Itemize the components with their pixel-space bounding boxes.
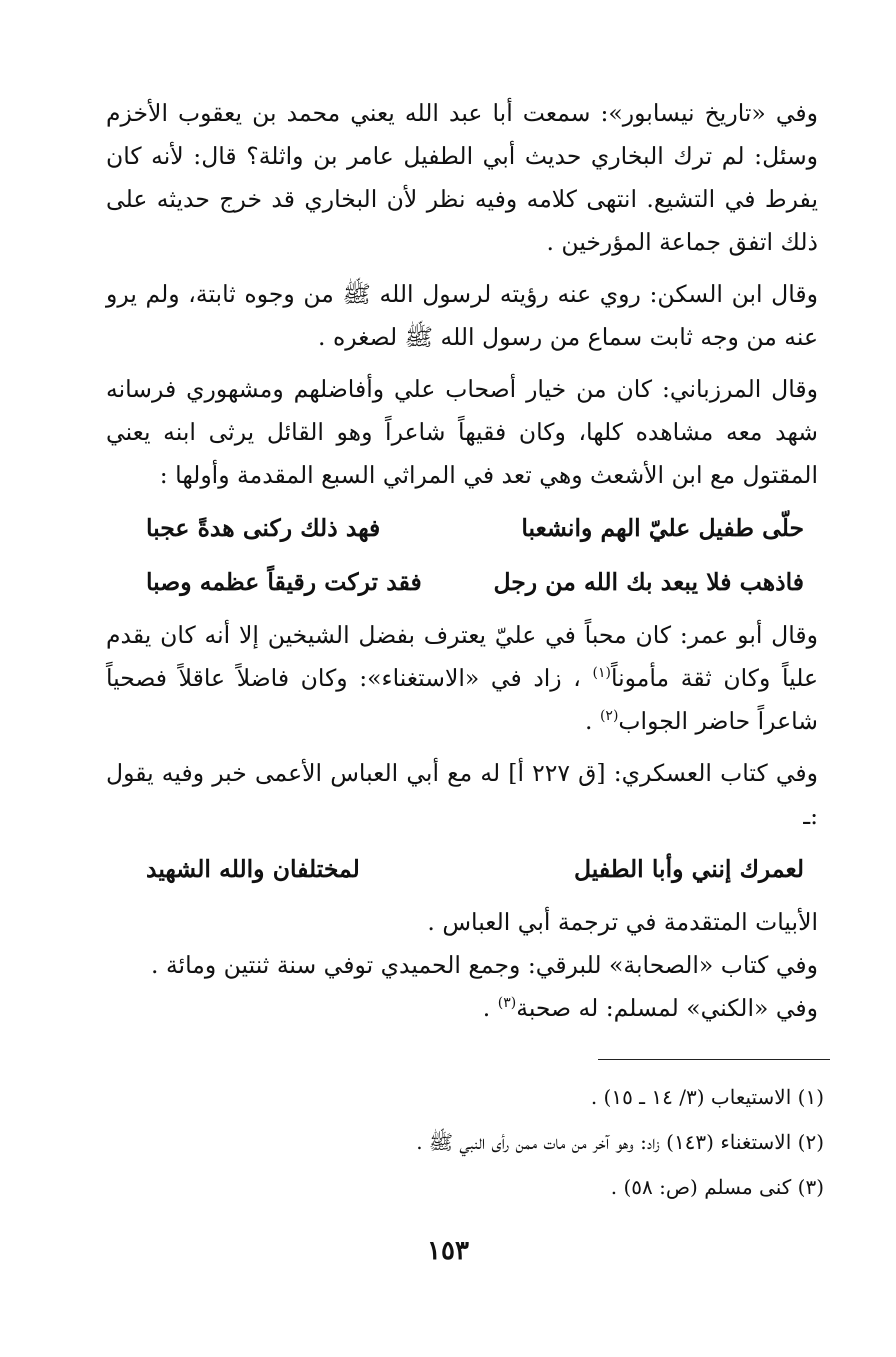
paragraph-after-verse: الأبيات المتقدمة في ترجمة أبي العباس . [427, 908, 818, 936]
footnote-ref: (٣) [497, 995, 517, 1012]
footnotes [104, 1075, 824, 1210]
footnote-1: (١) الاستيعاب (٣/ ١٤ ـ ١٥) . [590, 1085, 824, 1109]
footnote-ref: (٢) [599, 708, 619, 725]
verse-hemistich: فاذهب فلا يبعد بك الله من رجل [493, 568, 804, 596]
verse-hemistich: لعمرك إنني وأبا الطفيل [573, 855, 804, 883]
footnote-divider [598, 1059, 830, 1060]
paragraph-abu-umar [106, 614, 818, 743]
footnote-ref: (١) [592, 665, 611, 682]
abu-umar-text-cont: ، زاد في «الاستغناء»: وكان فاضلاً عاقلاً فصحياً شاعراً حاضر الجواب [106, 664, 818, 735]
paragraph-ibn-sakan: وقال ابن السكن: روي عنه رؤيته لرسول الله ﷺ من وجوه ثابتة، ولم يرو عنه من وجه ثابت سماع من رسول الله ﷺ لصغره . [106, 280, 818, 351]
page-number: ١٥٣ [427, 1236, 469, 1266]
verse-line [106, 847, 818, 891]
footnote-3: (٣) كنى مسلم (ص: ٥٨) . [610, 1175, 824, 1199]
sentence-end: . [585, 707, 600, 735]
main-text [106, 92, 818, 1030]
verse-hemistich: فقد تركت رقيقاً عظمه وصبا [146, 568, 422, 596]
paragraph-nisabur: وفي «تاريخ نيسابور»: سمعت أبا عبد الله يعني محمد بن يعقوب الأخزم وسئل: لم ترك البخاري حديث أبي الطفيل عامر بن واثلة؟ قال: لأنه كان يفرط في التشيع. انتهى كلامه وفيه نظر لأن البخاري قد خرج حديثه على ذلك اتفق جماعة المؤرخين . [106, 99, 818, 256]
sentence-end: . [482, 994, 498, 1022]
verse-hemistich: لمختلفان والله الشهيد [146, 855, 360, 883]
paragraph-marzubani: وقال المرزباني: كان من خيار أصحاب علي وأفاضلهم ومشهوري فرسانه شهد معه مشاهده كلها، وكان فقيهاً شاعراً وهو القائل يرثى ابنه يعني المقتول مع ابن الأشعث وهي تعد في المراثي السبع المقدمة وأولها : [106, 375, 818, 489]
footnote-2: (٢) الاستغناء (١٤٣) زاد: وهو آخر من مات ممن رأى النبي ﷺ . [416, 1130, 824, 1154]
kuna-text: وفي «الكني» لمسلم: له صحبة [516, 994, 818, 1022]
paragraph-askari: وفي كتاب العسكري: [ق ٢٢٧ أ] له مع أبي العباس الأعمى خبر وفيه يقول :ـ [106, 759, 818, 830]
verse-line [106, 560, 818, 604]
verse-hemistich: فهد ذلك ركنى هدةً عجبا [146, 514, 381, 542]
abu-umar-text: وقال أبو عمر: كان محباً في عليّ يعترف بفضل الشيخين إلا أنه كان يقدم علياً وكان ثقة مأموناً [106, 621, 819, 692]
paragraph-kuna [106, 987, 818, 1030]
verse-line [106, 506, 818, 550]
paragraph-barqi: وفي كتاب «الصحابة» للبرقي: وجمع الحميدي توفي سنة ثنتين ومائة . [151, 951, 818, 979]
verse-hemistich: حلّى طفيل عليّ الهم وانشعبا [521, 514, 804, 542]
